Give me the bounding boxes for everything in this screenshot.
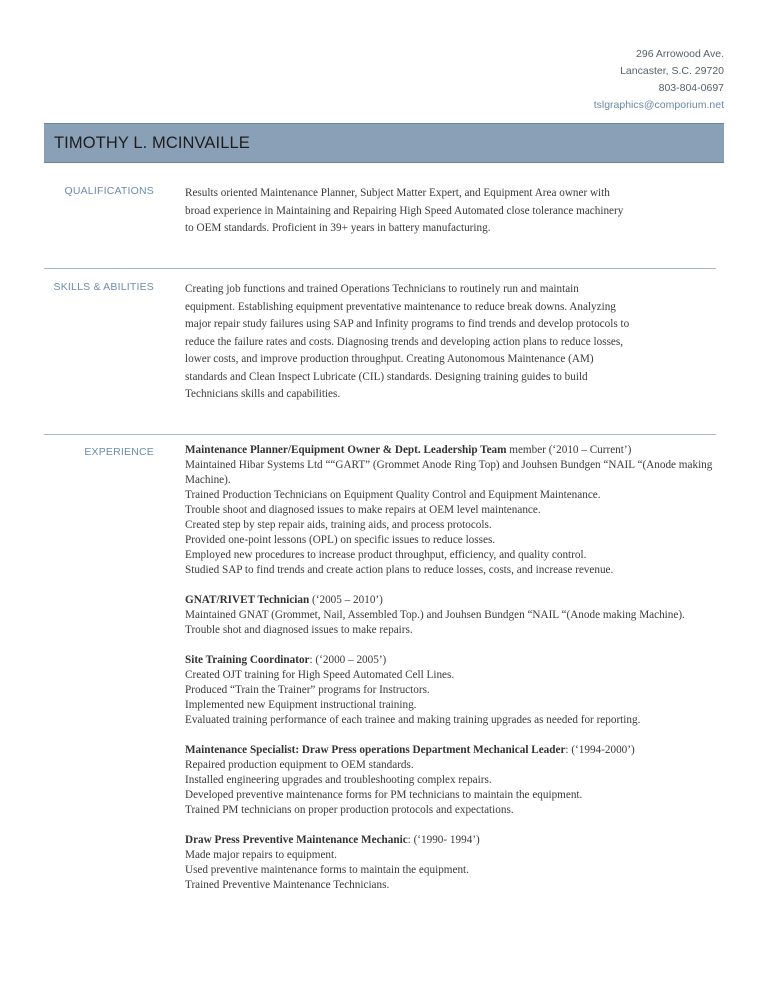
skills-label: SKILLS & ABILITIES xyxy=(53,281,154,293)
section-divider xyxy=(44,268,716,269)
job-duty: Developed preventive maintenance forms for PM technicians to maintain the equipment. xyxy=(185,789,583,801)
job-duty: Used preventive maintenance forms to maintain the equipment. xyxy=(185,864,469,876)
job-duty: Maintained Hibar Systems Ltd ““GART” (Grommet Anode Ring Top) and Jouhsen Bundgen “NAIL “(Anode making Machine). xyxy=(185,459,713,486)
experience-label: EXPERIENCE xyxy=(84,446,154,458)
job-title: Maintenance Specialist: Draw Press operations Department Mechanical Leader xyxy=(185,744,566,756)
job-duty: Evaluated training performance of each trainee and making training upgrades as needed for reporting. xyxy=(185,714,641,726)
qualifications-label: QUALIFICATIONS xyxy=(64,185,154,197)
job-duty: Studied SAP to find trends and create action plans to reduce losses, costs, and increase revenue. xyxy=(185,564,614,576)
job-duty: Maintained GNAT (Grommet, Nail, Assembled Top.) and Jouhsen Bundgen “NAIL “(Anode making Machine). xyxy=(185,609,685,621)
job-dates: : (‘2000 – 2005’) xyxy=(309,654,387,666)
job-entry xyxy=(185,443,725,578)
contact-street: 296 Arrowood Ave. xyxy=(636,48,724,60)
job-entry xyxy=(185,743,725,818)
job-duty: Trouble shoot and diagnosed issues to make repairs at OEM level maintenance. xyxy=(185,504,541,516)
job-entry xyxy=(185,833,725,893)
name-banner xyxy=(44,123,724,163)
job-dates: (‘2005 – 2010’) xyxy=(309,594,383,606)
job-duty: Provided one-point lessons (OPL) on specific issues to reduce losses. xyxy=(185,534,496,546)
job-duty: Trouble shot and diagnosed issues to make repairs. xyxy=(185,624,413,636)
job-title: Maintenance Planner/Equipment Owner & Dept. Leadership Team xyxy=(185,444,507,456)
job-duty: Created OJT training for High Speed Automated Cell Lines. xyxy=(185,669,455,681)
job-entry xyxy=(185,593,725,638)
job-duty: Trained Production Technicians on Equipment Quality Control and Equipment Maintenance. xyxy=(185,489,601,501)
job-duty: Employed new procedures to increase product throughput, efficiency, and quality control. xyxy=(185,549,587,561)
experience-list xyxy=(185,443,725,908)
job-duty: Repaired production equipment to OEM standards. xyxy=(185,759,414,771)
job-title: GNAT/RIVET Technician xyxy=(185,594,310,606)
job-dates: : (‘1990- 1994’) xyxy=(407,834,480,846)
job-title: Draw Press Preventive Maintenance Mechanic xyxy=(185,834,408,846)
job-duty: Installed engineering upgrades and troubleshooting complex repairs. xyxy=(185,774,492,786)
job-dates: member (‘2010 – Current’) xyxy=(506,444,632,456)
job-duty: Created step by step repair aids, training aids, and process protocols. xyxy=(185,519,492,531)
job-duty: Trained PM technicians on proper production protocols and expectations. xyxy=(185,804,514,816)
section-divider xyxy=(44,434,716,435)
contact-city: Lancaster, S.C. 29720 xyxy=(620,65,724,77)
job-title: Site Training Coordinator xyxy=(185,654,310,666)
candidate-name: TIMOTHY L. MCINVAILLE xyxy=(54,133,250,152)
job-duty: Implemented new Equipment instructional training. xyxy=(185,699,417,711)
job-duty: Trained Preventive Maintenance Technicians. xyxy=(185,879,390,891)
qualifications-text: Results oriented Maintenance Planner, Subject Matter Expert, and Equipment Area owner with broad experience in Maintaining and Repairing High Speed Automated close tolerance machinery to OEM standards. Proficient in 39+ years in battery manufacturing. xyxy=(185,187,624,234)
job-duty: Produced “Train the Trainer” programs for Instructors. xyxy=(185,684,430,696)
job-dates: : (‘1994-2000’) xyxy=(565,744,635,756)
contact-email[interactable]: tslgraphics@comporium.net xyxy=(593,99,724,111)
contact-block xyxy=(594,46,724,114)
contact-phone: 803-804-0697 xyxy=(658,82,724,94)
job-duty: Made major repairs to equipment. xyxy=(185,849,337,861)
job-entry xyxy=(185,653,725,728)
skills-text: Creating job functions and trained Operations Technicians to routinely run and maintain equipment. Establishing equipment preventative maintenance to reduce break downs. Analyzing major repair study failures using SAP and Infinity programs to find trends and develop protocols to reduce the failure rates and costs. Diagnosing trends and developing action plans to reduce losses, lower costs, and improve production throughput. Creating Autonomous Maintenance (AM) standards and Clean Inspect Lubricate (CIL) standards. Designing training guides to build Technicians skills and capabilities. xyxy=(185,283,630,400)
